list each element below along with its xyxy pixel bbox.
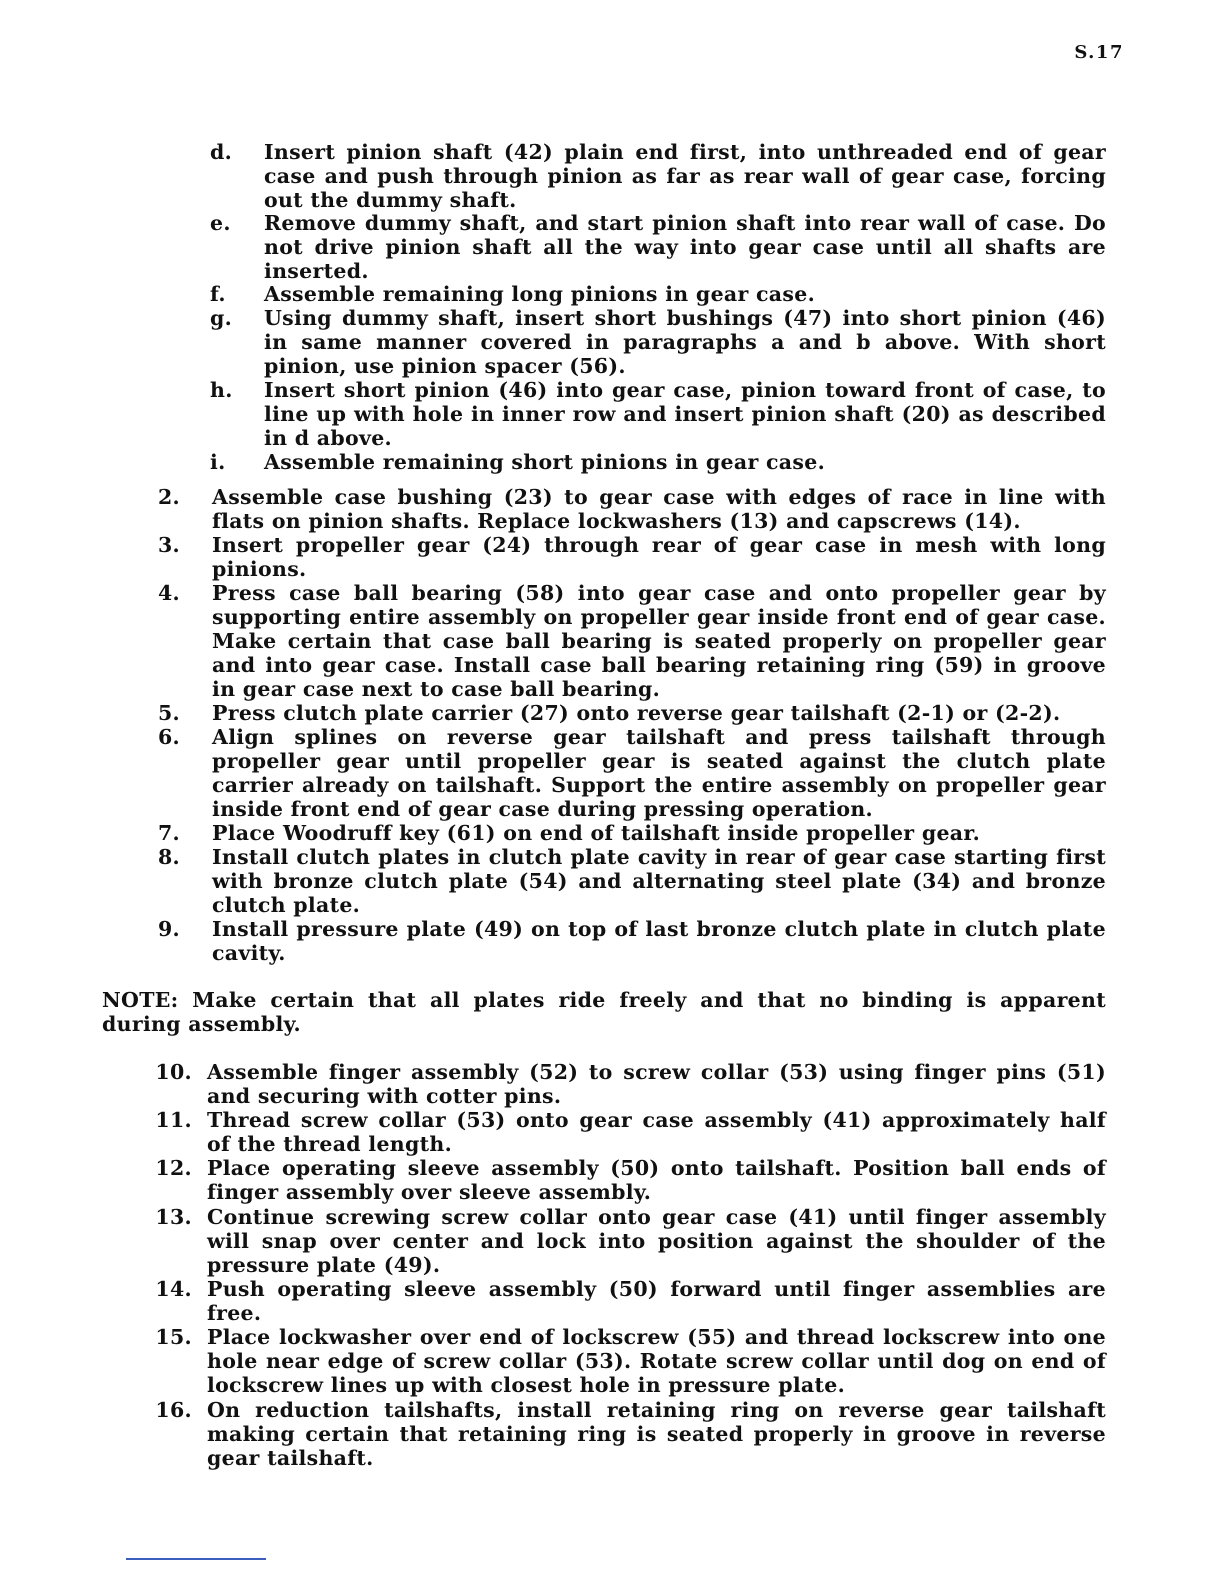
- list-text: Insert short pinion (46) into gear case, pinion toward front of case, to line up with hole in inner row and insert pinion shaft (20) as described in d above.: [264, 378, 1106, 450]
- list-label: 7.: [157, 821, 180, 845]
- list-text: Thread screw collar (53) onto gear case assembly (41) approximately half of the thread length.: [207, 1108, 1106, 1156]
- list-text: Align splines on reverse gear tailshaft and press tailshaft through propeller gear until propeller gear is seated against the clutch plate carrier already on tailshaft. Support the entire assembly on propeller gear inside front end of gear case during pressing operation.: [212, 725, 1106, 821]
- list-label: 15.: [155, 1325, 192, 1349]
- list-label: 13.: [155, 1205, 192, 1229]
- list-label: g.: [210, 306, 233, 330]
- list-label: 16.: [155, 1398, 192, 1422]
- list-label: 9.: [157, 917, 180, 941]
- page-number: S.17: [1074, 42, 1124, 63]
- list-text: On reduction tailshafts, install retaining ring on reverse gear tailshaft making certain that retaining ring is seated properly in groove in reverse gear tailshaft.: [207, 1398, 1106, 1470]
- list-label: 11.: [155, 1108, 192, 1132]
- list-text: Using dummy shaft, insert short bushings (47) into short pinion (46) in same manner covered in paragraphs a and b above. With short pinion, use pinion spacer (56).: [264, 306, 1106, 378]
- list-text: Assemble remaining short pinions in gear case.: [264, 450, 826, 474]
- list-label: 8.: [157, 845, 180, 869]
- list-label: 4.: [157, 581, 180, 605]
- list-label: h.: [210, 378, 233, 402]
- list-text: Place operating sleeve assembly (50) onto tailshaft. Position ball ends of finger assembly over sleeve assembly.: [207, 1156, 1106, 1204]
- list-text: Press case ball bearing (58) into gear case and onto propeller gear by supporting entire assembly on propeller gear inside front end of gear case. Make certain that case ball bearing is seated properly on propeller gear and into gear case. Install case ball bearing retaining ring (59) in groove in gear case next to case ball bearing.: [212, 581, 1106, 701]
- list-text: Place lockwasher over end of lockscrew (55) and thread lockscrew into one hole near edge of screw collar (53). Rotate screw collar until dog on end of lockscrew lines up with closest hole in pressure plate.: [207, 1325, 1106, 1397]
- list-label: 5.: [157, 701, 180, 725]
- list-label: 3.: [157, 533, 180, 557]
- list-text: Push operating sleeve assembly (50) forward until finger assemblies are free.: [207, 1277, 1106, 1325]
- list-text: Continue screwing screw collar onto gear case (41) until finger assembly will snap over center and lock into position against the shoulder of the pressure plate (49).: [207, 1205, 1106, 1277]
- list-label: 14.: [155, 1277, 192, 1301]
- list-text: Remove dummy shaft, and start pinion shaft into rear wall of case. Do not drive pinion shaft all the way into gear case until all shafts are inserted.: [264, 211, 1106, 283]
- list-text: Press clutch plate carrier (27) onto reverse gear tailshaft (2-1) or (2-2).: [212, 701, 1061, 725]
- list-label: 6.: [157, 725, 180, 749]
- list-label: 12.: [155, 1156, 192, 1180]
- list-label: e.: [210, 211, 231, 235]
- list-label: 10.: [155, 1060, 192, 1084]
- note: NOTE: Make certain that all plates ride freely and that no binding is apparent during assembly.: [102, 988, 1106, 1036]
- list-label: 2.: [157, 485, 180, 509]
- list-text: Install pressure plate (49) on top of last bronze clutch plate in clutch plate cavity.: [212, 917, 1106, 965]
- list-text: Assemble remaining long pinions in gear case.: [264, 282, 816, 306]
- list-text: Assemble finger assembly (52) to screw collar (53) using finger pins (51) and securing with cotter pins.: [207, 1060, 1106, 1108]
- list-text: Assemble case bushing (23) to gear case with edges of race in line with flats on pinion shafts. Replace lockwashers (13) and capscrews (14).: [212, 485, 1106, 533]
- list-text: Install clutch plates in clutch plate cavity in rear of gear case starting first with bronze clutch plate (54) and alternating steel plate (34) and bronze clutch plate.: [212, 845, 1106, 917]
- list-label: i.: [210, 450, 226, 474]
- list-text: Insert propeller gear (24) through rear of gear case in mesh with long pinions.: [212, 533, 1106, 581]
- list-label: f.: [210, 282, 226, 306]
- list-text: Place Woodruff key (61) on end of tailshaft inside propeller gear.: [212, 821, 981, 845]
- footer-rule: [126, 1558, 266, 1560]
- list-label: d.: [210, 140, 233, 164]
- list-text: Insert pinion shaft (42) plain end first, into unthreaded end of gear case and push through pinion as far as rear wall of gear case, forcing out the dummy shaft.: [264, 140, 1106, 212]
